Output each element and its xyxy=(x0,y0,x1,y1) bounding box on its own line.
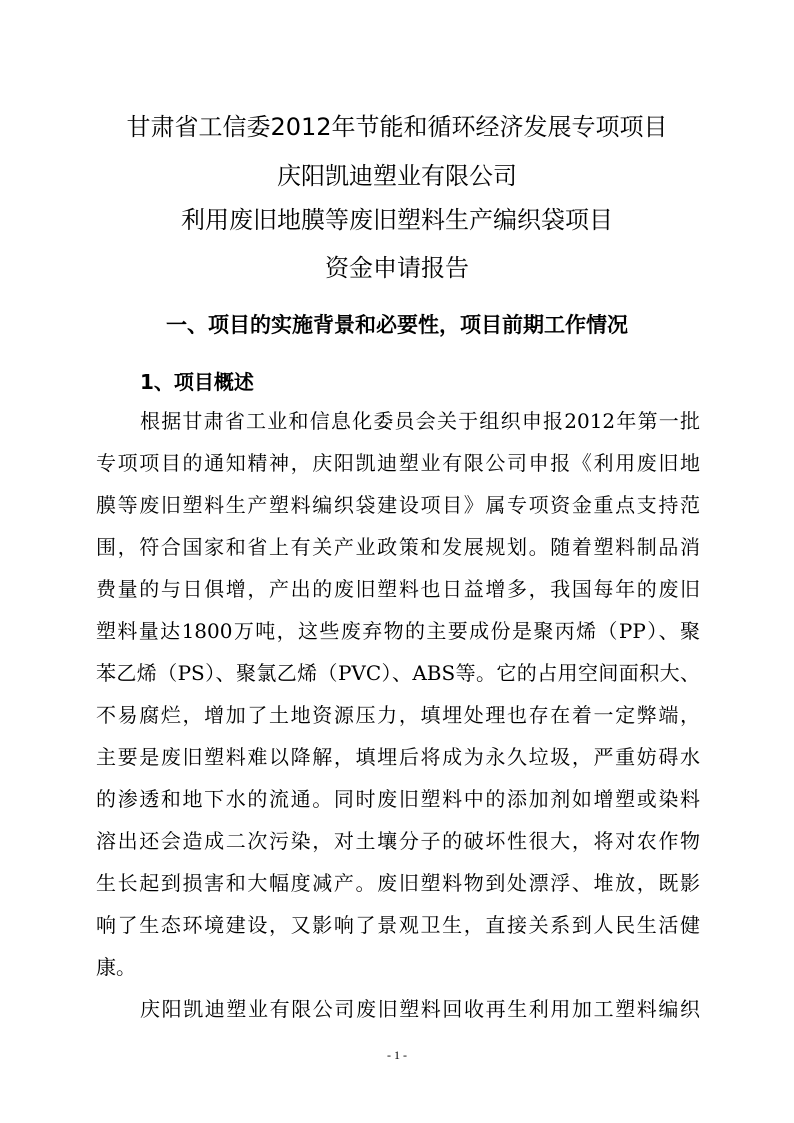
paragraph-line: 苯乙烯（PS）、聚氯乙烯（PVC）、ABS等。它的占用空间面积大、 xyxy=(96,661,700,685)
paragraph-line: 围，符合国家和省上有关产业政策和发展规划。随着塑料制品消 xyxy=(96,535,700,559)
paragraph-line: 康。 xyxy=(96,955,136,979)
paragraph-line: 专项项目的通知精神，庆阳凯迪塑业有限公司申报《利用废旧地 xyxy=(96,451,700,475)
subsection-heading: 1、项目概述 xyxy=(140,370,254,394)
paragraph-line: 溶出还会造成二次污染，对土壤分子的破坏性很大，将对农作物 xyxy=(96,829,700,853)
title-line-project-program: 甘肃省工信委2012年节能和循环经济发展专项项目 xyxy=(126,113,668,141)
paragraph-line: 的渗透和地下水的流通。同时废旧塑料中的添加剂如增塑或染料 xyxy=(96,787,700,811)
title-line-report-type: 资金申请报告 xyxy=(325,254,469,282)
page-number: - 1 - xyxy=(387,1048,407,1062)
paragraph-line: 塑料量达1800万吨，这些废弃物的主要成份是聚丙烯（PP）、聚 xyxy=(96,619,700,643)
paragraph-line: 费量的与日俱增，产出的废旧塑料也日益增多，我国每年的废旧 xyxy=(96,577,700,601)
paragraph-line: 主要是废旧塑料难以降解，填埋后将成为永久垃圾，严重妨碍水 xyxy=(96,745,700,769)
title-line-company: 庆阳凯迪塑业有限公司 xyxy=(277,162,517,190)
paragraph-line: 不易腐烂，增加了土地资源压力，填埋处理也存在着一定弊端， xyxy=(96,703,700,727)
paragraph-line: 膜等废旧塑料生产塑料编织袋建设项目》属专项资金重点支持范 xyxy=(96,493,700,517)
paragraph-line: 庆阳凯迪塑业有限公司废旧塑料回收再生利用加工塑料编织 xyxy=(140,997,700,1021)
paragraph-line: 响了生态环境建设，又影响了景观卫生，直接关系到人民生活健 xyxy=(96,913,700,937)
paragraph-line: 根据甘肃省工业和信息化委员会关于组织申报2012年第一批 xyxy=(140,409,700,433)
title-line-project-name: 利用废旧地膜等废旧塑料生产编织袋项目 xyxy=(181,206,613,234)
section-heading: 一、项目的实施背景和必要性，项目前期工作情况 xyxy=(166,313,628,337)
paragraph-line: 生长起到损害和大幅度减产。废旧塑料物到处漂浮、堆放，既影 xyxy=(96,871,700,895)
